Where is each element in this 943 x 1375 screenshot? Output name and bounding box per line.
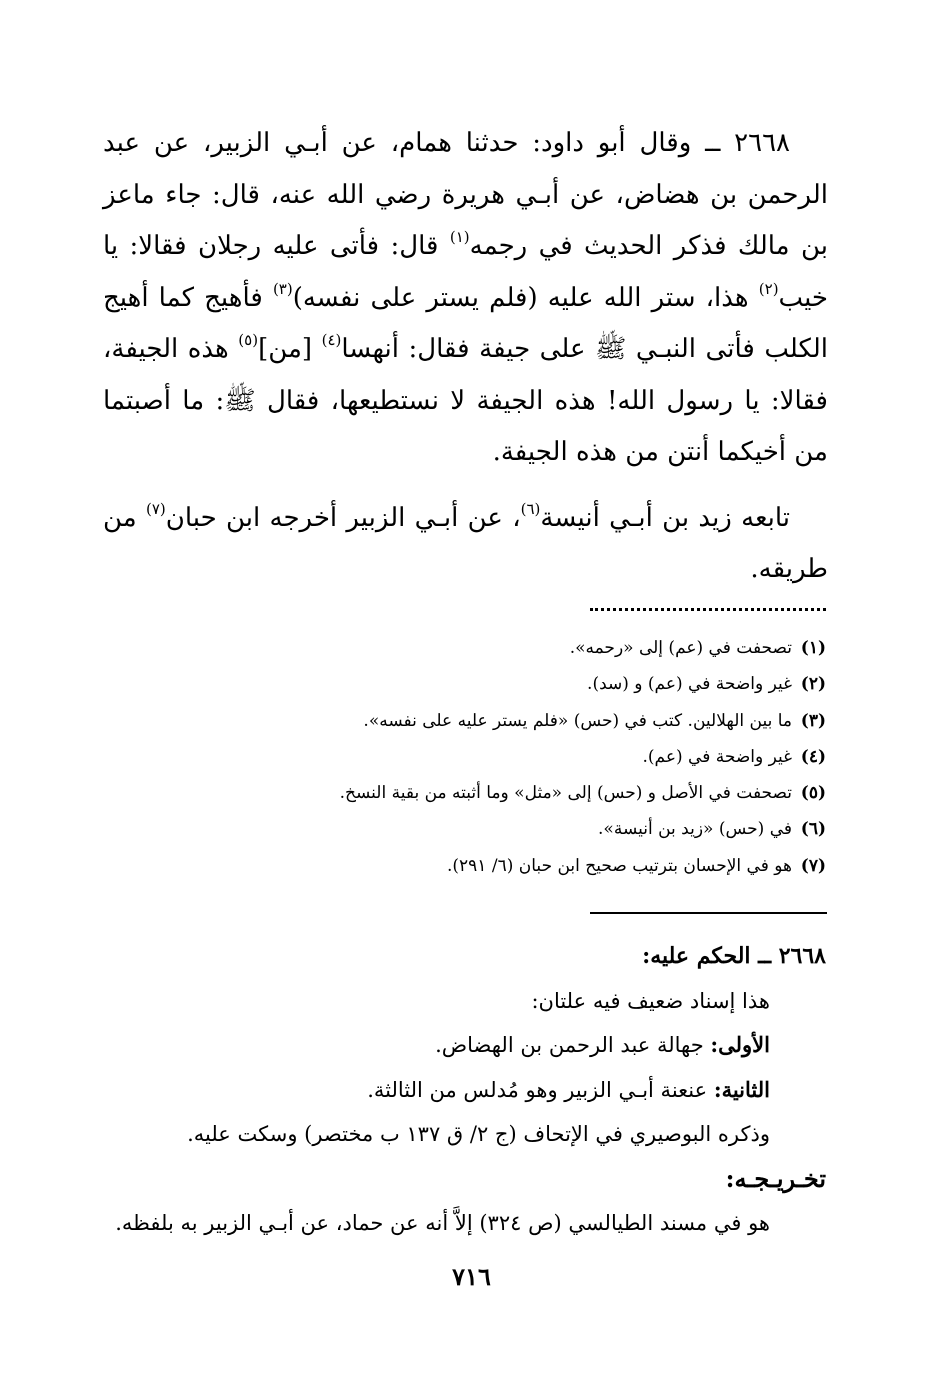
footnote-number: (٤) — [800, 746, 826, 767]
footnote-number: (١) — [800, 638, 826, 658]
hukm-label: الثانية: — [713, 1076, 770, 1102]
hukm-line — [126, 1023, 826, 1068]
footnote-ref: (٤) — [321, 331, 342, 349]
takhrij-text: هو في مسند الطيالسي (ص ٣٢٤) إلاَّ أنه عن حماد، عن أبـي الزبير به بلفظه. — [115, 1211, 770, 1235]
hukm-line — [126, 1068, 826, 1113]
hadith-text-part: فأهيج كما أهيج الكلب فأتى النبـي ﷺ على جيفة فقال: أنهسا — [103, 282, 828, 364]
footnote-text: غير واضحة في (عم). — [642, 746, 792, 767]
footnote-text: في (حس) «زيد بن أنيسة». — [598, 819, 792, 840]
footnote-item — [146, 666, 826, 702]
footnote-text: تصحفت في الأصل و (حس) إلى «مثل» وما أثبته من بقية النسخ. — [339, 783, 792, 804]
hadith-text-part: [من] — [258, 334, 322, 364]
mutaba-paragraph — [103, 493, 828, 596]
hukm-text: عنعنة أبـي الزبير وهو مُدلس من الثالثة. — [367, 1077, 714, 1102]
page-number: ٧١٦ — [452, 1262, 491, 1291]
footnote-item — [146, 848, 826, 884]
dotted-separator — [590, 608, 826, 611]
mutaba-text-part: تابعه زيد بن أبـي أنيسة — [540, 502, 791, 533]
footnote-ref: (٢) — [758, 279, 779, 298]
section-separator — [590, 912, 827, 914]
mutaba-text-part: ، عن أبـي الزبير أخرجه ابن حبان — [165, 502, 521, 533]
footnote-ref: (٥) — [238, 331, 259, 349]
hadith-text-part: هذه الجيفة، فقالا: يا رسول الله! هذه الجيفة لا نستطيعها، فقال ﷺ: ما أصبتما من أخيكما أنتن من هذه الجيفة. — [103, 334, 828, 467]
footnote-ref: (٦) — [520, 499, 541, 518]
footnote-text: هو في الإحسان بترتيب صحيح ابن حبان (٦/ ٢٩١). — [447, 855, 792, 876]
footnote-ref: (١) — [449, 228, 470, 246]
footnote-number: (٦) — [800, 819, 826, 840]
footnote-text: تصحفت في (عم) إلى «رحمه». — [569, 638, 792, 658]
mutaba-text-part: من طريقه. — [103, 502, 828, 584]
hadith-text-part: هذا، ستر الله عليه (فلم يستر على نفسه) — [292, 282, 759, 313]
hadith-text-part: قال: فأتى عليه رجلان فقالا: يا خيب — [103, 231, 828, 313]
hadith-number: ٢٦٦٨ — [734, 128, 791, 158]
footnote-item — [146, 811, 826, 847]
footnote-text: غير واضحة في (عم) و (سد). — [587, 674, 792, 695]
footnote-text: ما بين الهلالين. كتب في (حس) «فلم يستر عليه على نفسه». — [363, 710, 792, 731]
footnote-item — [146, 630, 826, 666]
footnote-number: (٢) — [800, 674, 826, 695]
footnotes-list — [146, 630, 826, 884]
hukm-text: جهالة عبد الرحمن بن الهضاض. — [435, 1033, 711, 1057]
hukm-line: وذكره البوصيري في الإتحاف (ج ٢/ ق ١٣٧ ب مختصر) وسكت عليه. — [187, 1122, 770, 1146]
footnote-item — [146, 703, 826, 739]
takhrij-heading: تخـريـجـه: — [725, 1163, 826, 1193]
hadith-text — [103, 118, 828, 596]
footnote-number: (٥) — [800, 783, 826, 804]
footnote-item — [146, 739, 826, 775]
hadith-text-part: ــ وقال أبو داود: حدثنا همام، عن أبـي الزبير، عن عبد الرحمن بن هضاض، عن أبـي هريرة رضي الله عنه، قال: جاء ماعز بن مالك فذكر الحديث في رجمه — [103, 128, 828, 261]
footnote-item — [146, 775, 826, 811]
footnote-ref: (٧) — [146, 499, 166, 518]
hukm-heading: ٢٦٦٨ ــ الحكم عليه: — [642, 943, 826, 969]
hadith-paragraph — [103, 118, 828, 479]
footnote-ref: (٣) — [272, 279, 293, 298]
footnote-number: (٣) — [800, 710, 826, 731]
footnote-number: (٧) — [800, 855, 826, 876]
hukm-label: الأولى: — [710, 1032, 770, 1057]
hukm-section — [115, 934, 826, 1246]
hukm-line: هذا إسناد ضعيف فيه علتان: — [531, 988, 770, 1013]
